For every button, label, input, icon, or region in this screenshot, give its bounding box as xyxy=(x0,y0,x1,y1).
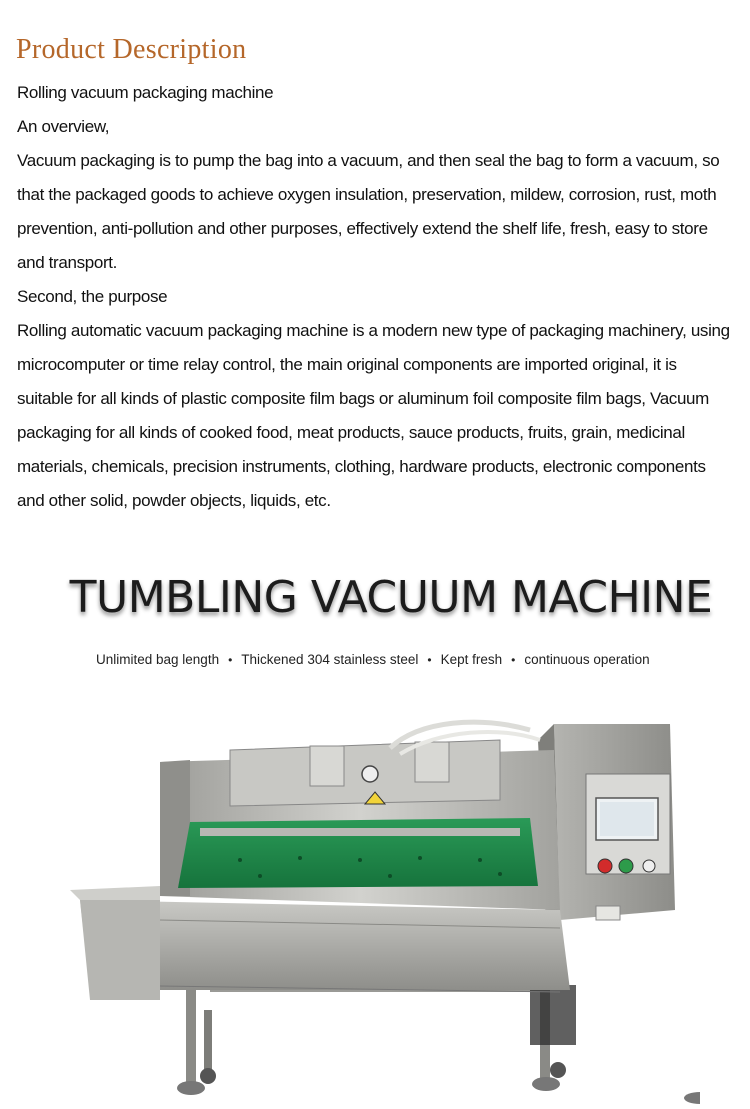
feature-item: Thickened 304 stainless steel xyxy=(241,652,419,667)
feature-separator: • xyxy=(511,652,516,667)
description-heading: Rolling vacuum packaging machine xyxy=(17,83,274,102)
feature-list xyxy=(96,652,650,667)
section-title: Product Description xyxy=(16,34,247,65)
banner-title: TUMBLING VACUUM MACHINE xyxy=(69,572,713,623)
product-description xyxy=(17,76,733,518)
vacuum-machine-photo xyxy=(60,710,700,1109)
feature-item: Unlimited bag length xyxy=(96,652,220,667)
feature-item: Kept fresh xyxy=(440,652,503,667)
feature-item: continuous operation xyxy=(524,652,650,667)
description-overview-label: An overview, xyxy=(17,117,110,136)
description-purpose-text: Rolling automatic vacuum packaging machine is a modern new type of packaging machinery, using microcomputer or time relay control, the main original components are imported original, it is suitable for all kinds of plastic composite film bags or aluminum foil composite film bags, Vacuum packaging for all kinds of cooked food, meat products, sauce products, fruits, grain, medicinal materials, chemicals, precision instruments, clothing, hardware products, electronic components and other solid, powder objects, liquids, etc. xyxy=(17,321,730,510)
feature-separator: • xyxy=(228,652,233,667)
feature-separator: • xyxy=(427,652,432,667)
description-overview-text: Vacuum packaging is to pump the bag into a vacuum, and then seal the bag to form a vacuum, so that the packaged goods to achieve oxygen insulation, preservation, mildew, corrosion, rust, moth prevention, anti-pollution and other purposes, effectively extend the shelf life, fresh, easy to store and transport. xyxy=(17,151,720,272)
description-purpose-label: Second, the purpose xyxy=(17,287,168,306)
